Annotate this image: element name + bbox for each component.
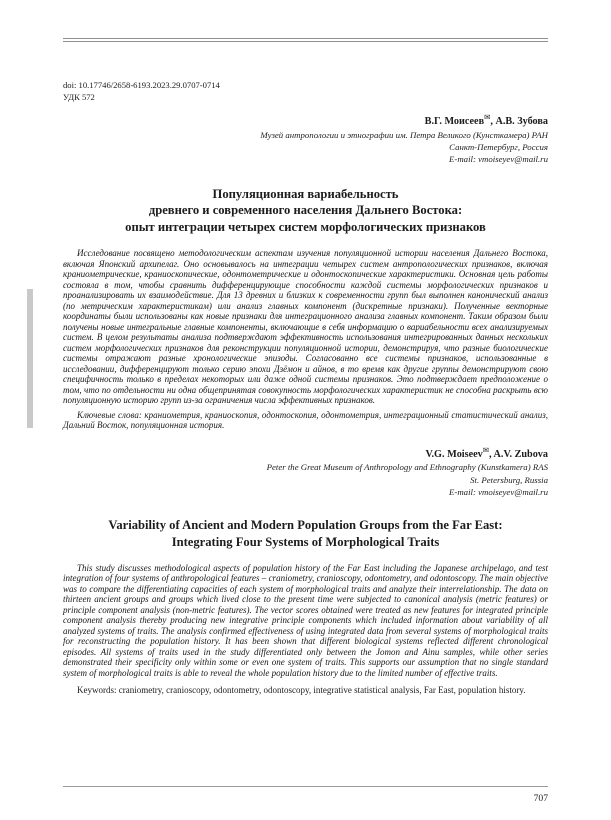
title-ru-line1: Популяционная вариабельность bbox=[212, 186, 399, 201]
affiliation-en: Peter the Great Museum of Anthropology and Ethnography (Kunstkamera) RAS bbox=[266, 462, 548, 473]
author-ru-1: В.Г. Моисеев bbox=[424, 116, 485, 127]
keywords-label-ru: Ключевые слова: bbox=[77, 409, 142, 420]
keywords-text-en: craniometry, cranioscopy, odontometry, odontoscopy, integrative statistical analysis, Far East, population history. bbox=[116, 685, 526, 696]
header-double-rule bbox=[63, 38, 548, 42]
page-number: 707 bbox=[533, 793, 548, 804]
title-en-line1: Variability of Ancient and Modern Population Groups from the Far East: bbox=[108, 517, 503, 532]
abstract-ru: Исследование посвящено методологическим аспектам изучения популяционной истории населения Дальнего Востока, включая Японский архипелаг. Оно основывалось на интеграции четырех систем антропологических признаков, включая краниометрические, краниоскопические, одонтометрические и одонтоскопические характеристики. Основная цель работы состояла в том, чтобы сравнить дифференцирующие способности каждой системы морфологических признаков и проанализировать их взаимодействие. Для 13 древних и близких к современности групп был выполнен канонический анализ (по метрическим характеристикам) или анализ главных компонент (дискретные признаки). Полученные векторные координаты были использованы как новые признаки для интеграционного анализа главных компонент. Таким образом были получены новые интегральные главные компоненты, включающие в себя информацию о вариабельности всех анализируемых систем. В целом результаты анализа подтверждают эффективность использования интегрированных данных нескольких систем морфологических признаков для реконструкции популяционной истории, демонстрируя, что разные биологические системы отражают разные хронологические эпизоды. Согласованно все системы признаков, использованные в исследовании, дифференцируют только серию эпохи Дзёмон и айнов, в то время как другие группы демонстрируют свою специфичность только в пределах некоторых или даже одной системы признаков. Это подтверждает предположение о том, что по отдельности ни одна общепринятая совокупность морфологических характеристик не способна раскрыть всю популяционную историю групп из-за ограничения числа эффективных признаков. bbox=[63, 248, 548, 406]
margin-marker bbox=[27, 289, 33, 428]
affiliation-ru: Музей антропологии и этнографии им. Петра Великого (Кунсткамера) РАН bbox=[260, 129, 548, 140]
keywords-ru bbox=[63, 410, 548, 431]
author-ru-2: , А.В. Зубова bbox=[490, 116, 548, 127]
city-en: St. Petersburg, Russia bbox=[470, 474, 548, 485]
footer-rule bbox=[63, 786, 548, 787]
page-content bbox=[0, 80, 611, 696]
article-title-en bbox=[63, 517, 548, 551]
title-ru-line3: опыт интеграции четырех систем морфологических признаков bbox=[125, 219, 486, 234]
doi-line: doi: 10.17746/2658-6193.2023.29.0707-0714 bbox=[63, 80, 220, 90]
city-ru: Санкт-Петербург, Россия bbox=[449, 141, 548, 152]
udc-line: УДК 572 bbox=[63, 92, 95, 102]
keywords-label-en: Keywords: bbox=[77, 685, 117, 696]
envelope-icon: ✉ bbox=[482, 445, 490, 455]
email-ru: E-mail: vmoiseyev@mail.ru bbox=[449, 154, 548, 165]
email-en: E-mail: vmoiseyev@mail.ru bbox=[449, 486, 548, 497]
authors-ru bbox=[63, 112, 548, 128]
keywords-text-ru: краниометрия, краниоскопия, одонтоскопия, одонтометрия, интеграционный статистический анализ, Дальний Восток, популяционная история. bbox=[63, 409, 548, 431]
article-title-ru bbox=[63, 186, 548, 236]
author-en-1: V.G. Moiseev bbox=[425, 448, 483, 460]
title-ru-line2: древнего и современного населения Дальнего Востока: bbox=[148, 203, 463, 218]
title-en-line2: Integrating Four Systems of Morphological Traits bbox=[171, 534, 440, 549]
envelope-icon: ✉ bbox=[484, 112, 491, 122]
keywords-en bbox=[63, 685, 548, 696]
author-en-2: , A.V. Zubova bbox=[489, 448, 548, 460]
abstract-en: This study discusses methodological aspects of population history of the Far East including the Japanese archipelago, and test integration of four systems of anthropological features – craniometry, cranioscopy, odontometry, and odontoscopy. The main objective was to compare the differentiating capacities of each system of morphological traits and analyze their interrelationship. The data on thirteen ancient groups and groups which lived close to the present time were subjected to canonical analysis (metric features) or principle component analysis (non-metric features). The vector scores obtained were treated as new features for integrated principle component analysis thereby producing new integrative principle components which included information about variability of all analyzed systems of traits. The analysis confirmed effectiveness of using integrated data from several systems of morphological traits for reconstructing the population history. It has been shown that different biological systems reflected different chronological episodes. All systems of traits used in the study differentiated only between the Jomon and Ainu samples, while other series demonstrated their specificity only within some or even one system of traits. This supports our assumption that no single standard system of morphological traits is able to reveal the whole population history due to the limited number of effective traits. bbox=[63, 562, 548, 678]
authors-en bbox=[63, 445, 548, 461]
